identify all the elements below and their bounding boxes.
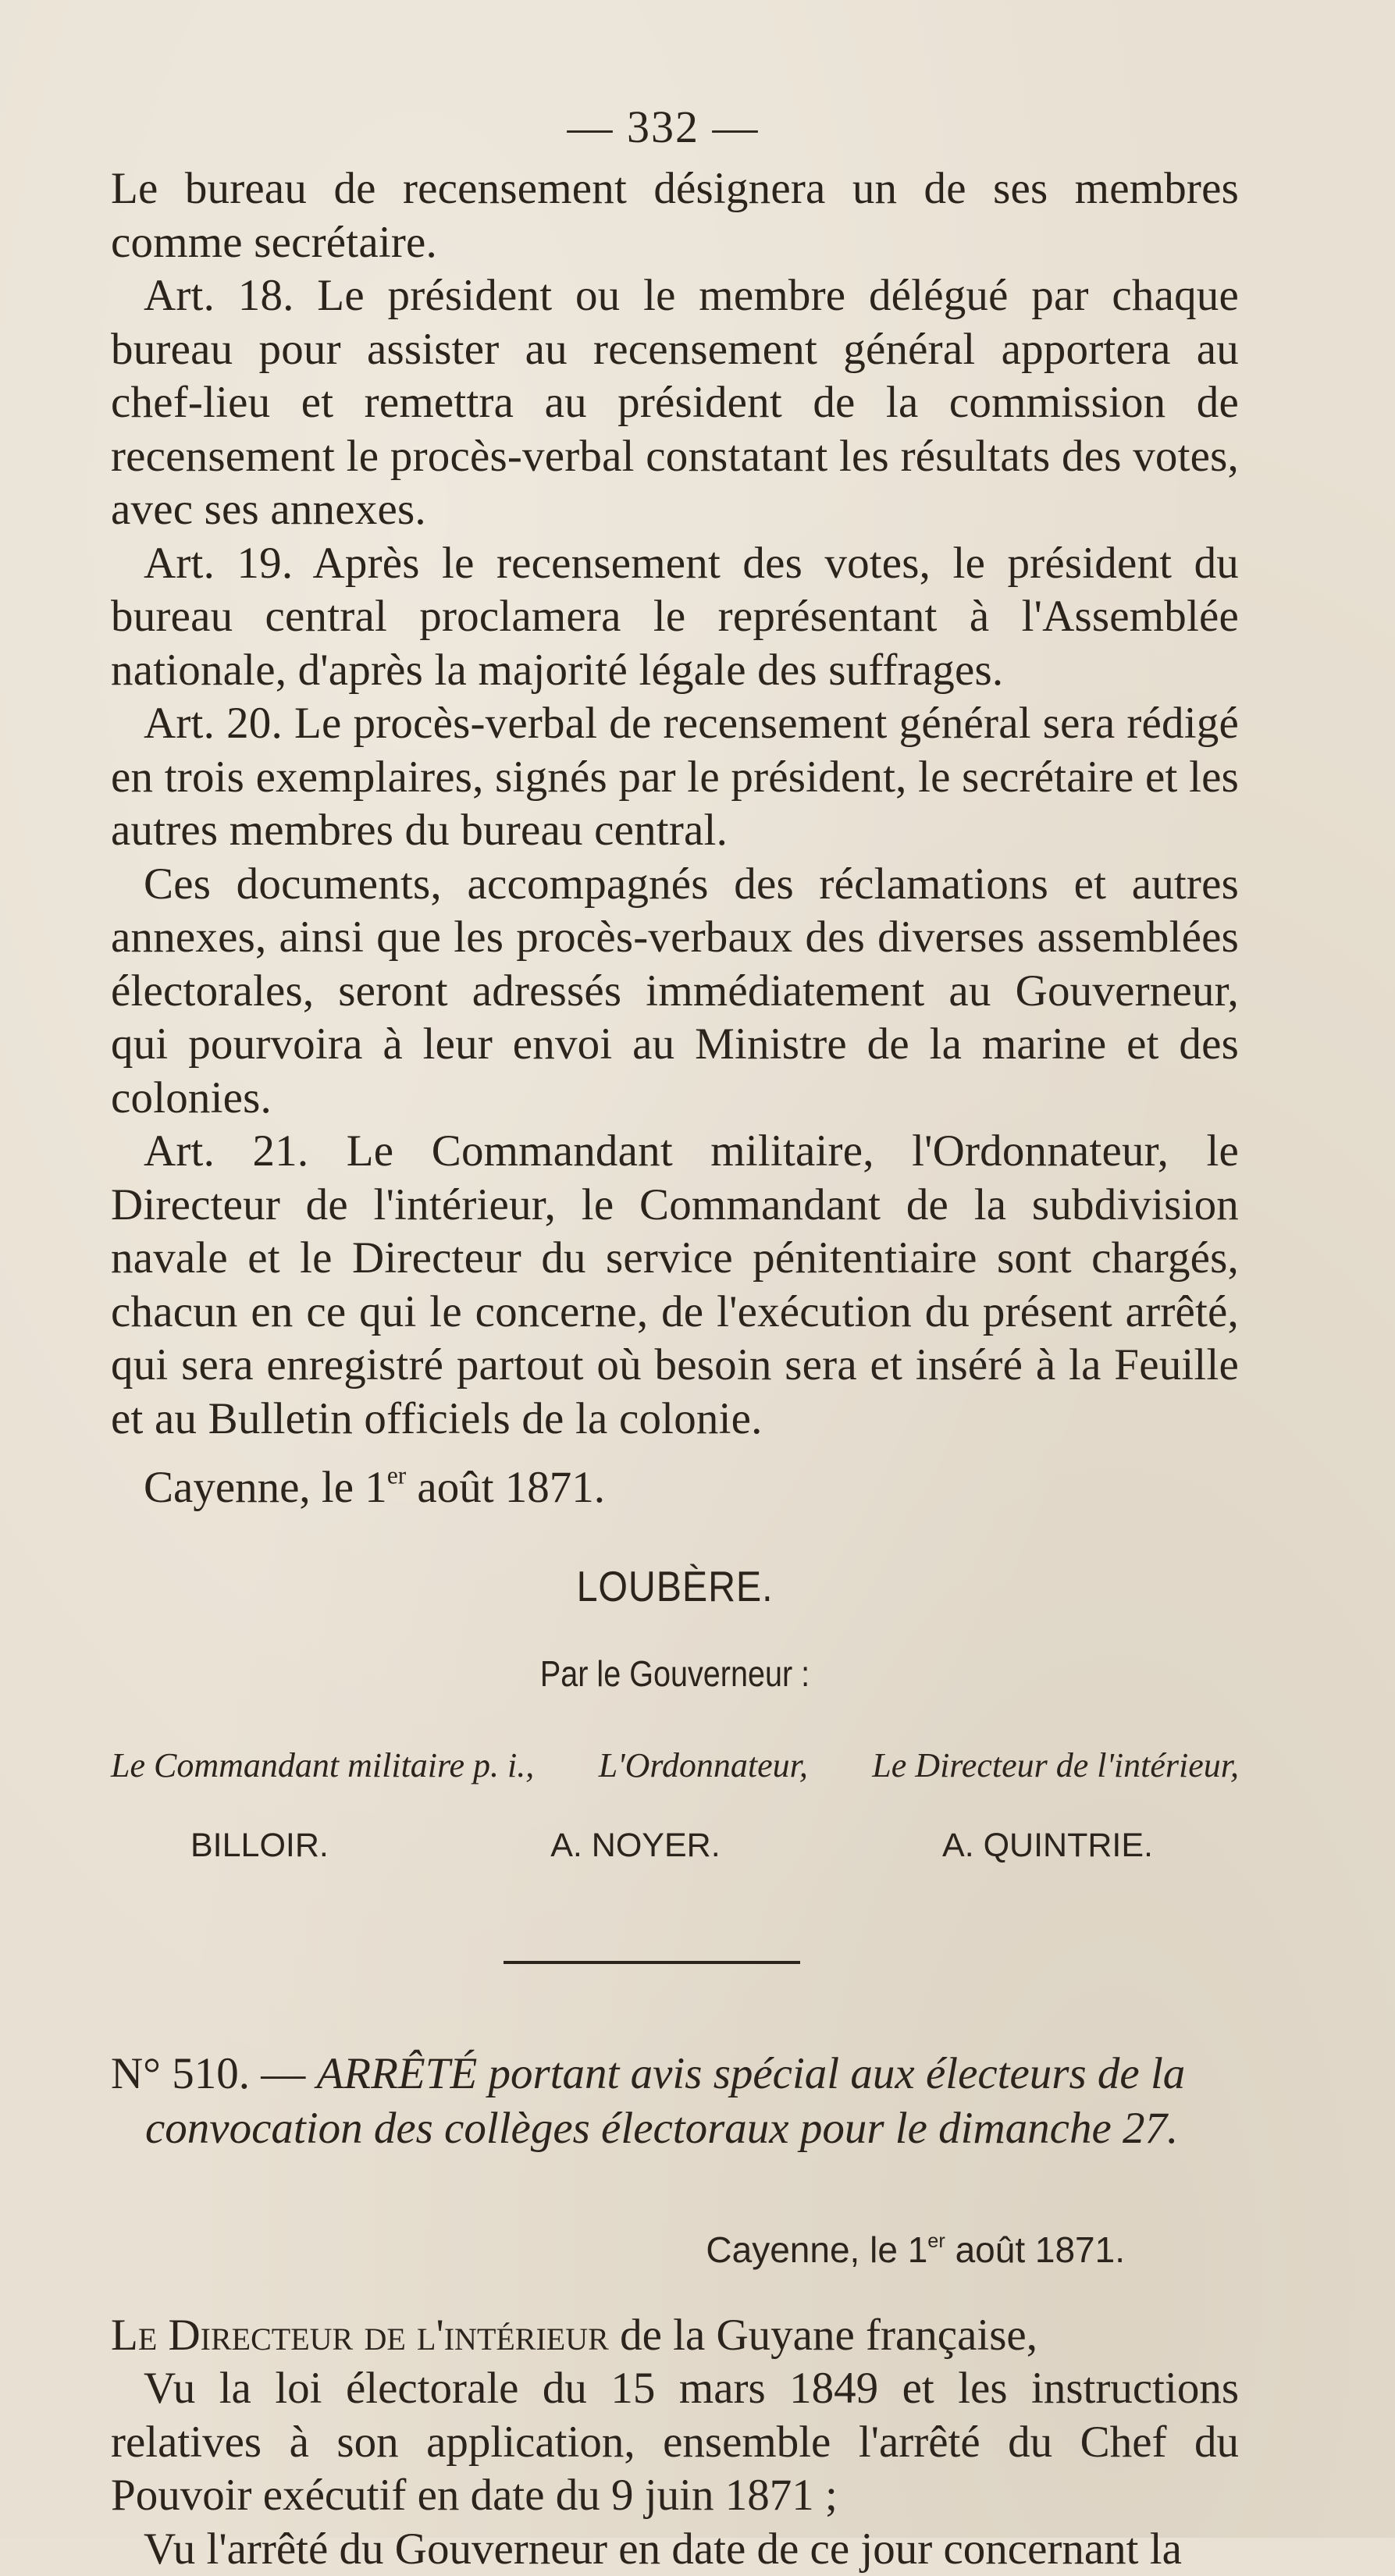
paragraph-documents: Ces documents, accompagnés des réclamations et autres annexes, ainsi que les procès-verbaux des diverses assemblées électorales, seront adressés immédiatement au Gouverneur, qui pourvoira à leur envoi au Ministre de la marine et des colonies. xyxy=(111,858,1239,1126)
decree-title-line2: convocation des collèges électoraux pour le dimanche 27. xyxy=(111,2101,1239,2156)
text-column xyxy=(111,92,1239,2576)
title-ordonnateur: L'Ordonnateur, xyxy=(599,1744,808,1788)
by-governor: Par le Gouverneur : xyxy=(190,1650,1160,1697)
paragraph-art-20: Art. 20. Le procès-verbal de recensement général sera rédigé en trois exemplaires, signés par le président, le secrétaire et les autres membres du bureau central. xyxy=(111,697,1239,858)
decree-heading xyxy=(111,2047,1239,2156)
paragraph-art-18: Art. 18. Le président ou le membre délégué par chaque bureau pour assister au recensement général apportera au chef-lieu et remettra au président de la commission de recensement le procès-verbal constatant les résultats des votes, avec ses annexes. xyxy=(111,269,1239,537)
vu-clause: Vu l'arrêté du Gouverneur en date de ce jour concernant la xyxy=(111,2523,1239,2576)
decree-title-rest: portant avis spécial aux électeurs de la xyxy=(477,2049,1185,2098)
decree-date-suffix: août 1871. xyxy=(945,2229,1125,2270)
paragraph-art-19: Art. 19. Après le recensement des votes, le président du bureau central proclamera le représentant à l'Assemblée nationale, d'après la majorité légale des suffrages. xyxy=(111,537,1239,698)
name-billoir: BILLOIR. xyxy=(190,1823,329,1867)
section-divider xyxy=(504,1961,800,1964)
name-noyer: A. NOYER. xyxy=(550,1823,720,1867)
title-commandant: Le Commandant militaire p. i., xyxy=(111,1744,534,1788)
director-title: Le Directeur de l'intérieur xyxy=(111,2311,609,2360)
decree-date-prefix: Cayenne, le 1 xyxy=(706,2229,927,2270)
signature-names xyxy=(111,1823,1239,1867)
signature-titles xyxy=(111,1744,1239,1788)
director-rest: de la Guyane française, xyxy=(609,2311,1037,2360)
decree-number: N° 510. — xyxy=(111,2049,316,2098)
dateline-suffix: août 1871. xyxy=(406,1463,605,1512)
paragraph-art-21: Art. 21. Le Commandant militaire, l'Ordonnateur, le Directeur de l'intérieur, le Commandant de la subdivision navale et le Directeur du service pénitentiaire sont chargés, chacun en ce qui le concerne, de l'exécution du présent arrêté, qui sera enregistré partout où besoin sera et inséré à la Feuille et au Bulletin officiels de la colonie. xyxy=(111,1125,1239,1446)
director-line xyxy=(111,2309,1239,2362)
title-directeur: Le Directeur de l'intérieur, xyxy=(872,1744,1239,1788)
vu-clause: Vu la loi électorale du 15 mars 1849 et les instructions relatives à son application, ensemble l'arrêté du Chef du Pouvoir exécutif en date du 9 juin 1871 ; xyxy=(111,2362,1239,2523)
decree-date xyxy=(111,2226,1239,2273)
dateline-sup: er xyxy=(387,1462,406,1489)
signatory-name: LOUBÈRE. xyxy=(179,1560,1172,1613)
name-quintrie: A. QUINTRIE. xyxy=(942,1823,1153,1867)
dateline-prefix: Cayenne, le 1 xyxy=(144,1463,387,1512)
vu-clauses xyxy=(111,2362,1239,2576)
page-number: — 332 — xyxy=(87,92,1239,162)
paragraph: Le bureau de recensement désignera un de ses membres comme secrétaire. xyxy=(111,162,1239,269)
decree-title-word: ARRÊTÉ xyxy=(316,2049,477,2098)
article-text xyxy=(111,162,1239,1446)
decree-date-sup: er xyxy=(927,2230,945,2252)
dateline xyxy=(111,1461,1239,1514)
